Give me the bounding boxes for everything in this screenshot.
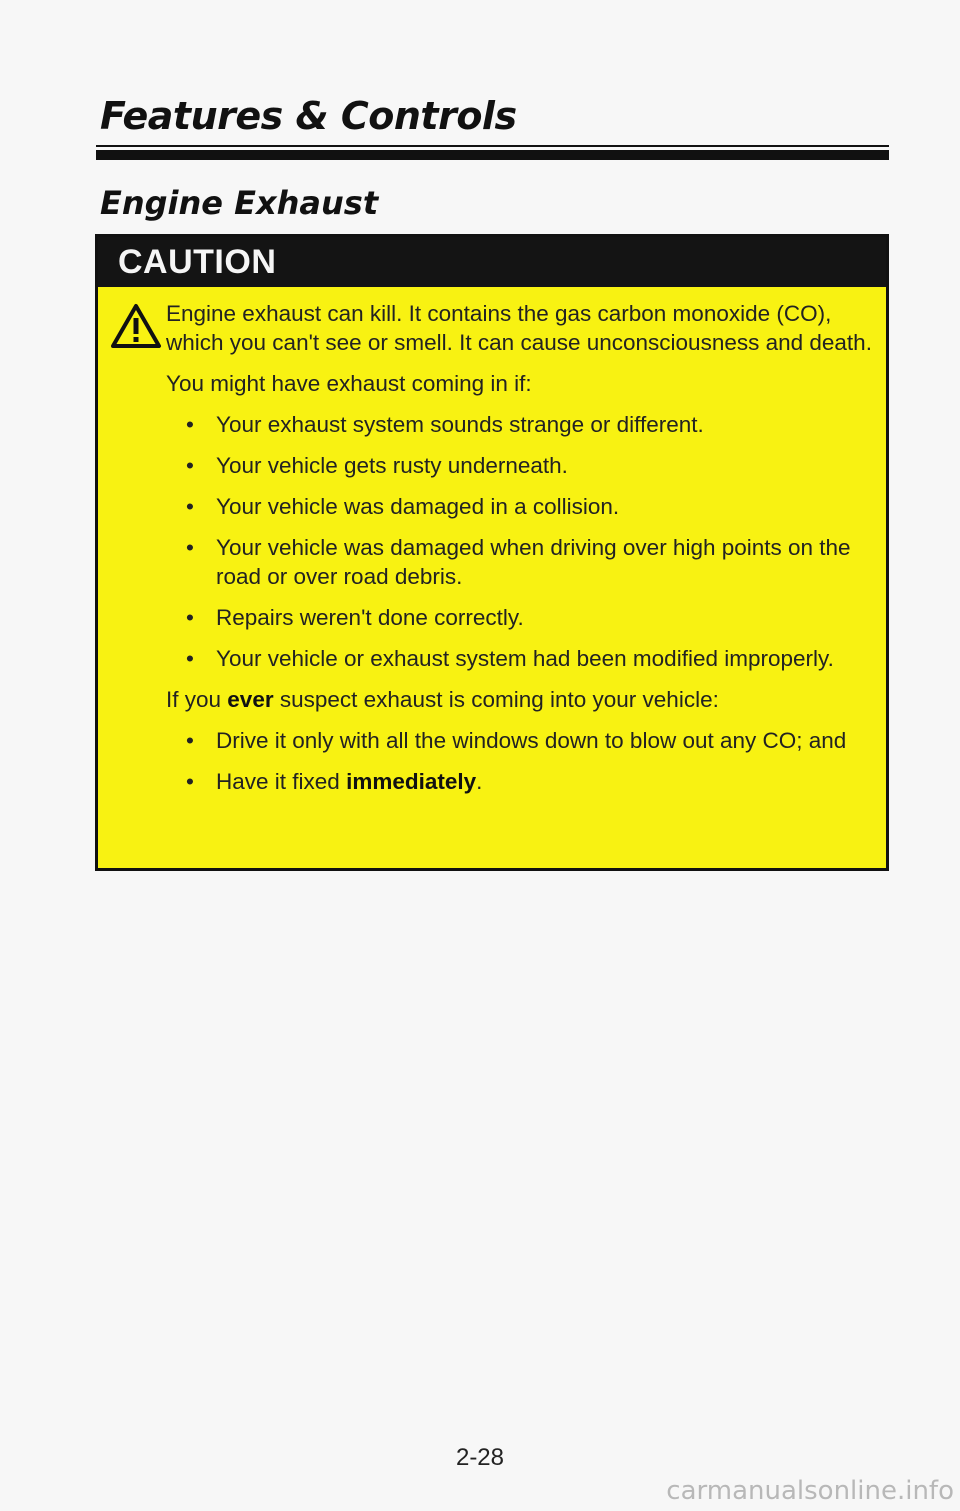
action-list: [166, 726, 876, 796]
suspect-prefix: If you: [166, 687, 222, 712]
section-title: Features & Controls: [100, 94, 517, 138]
action-2-prefix: Have it fixed: [216, 769, 340, 794]
cause-item: • Repairs weren't done correctly.: [166, 603, 876, 632]
header-rule-thick: [96, 150, 889, 160]
page-number: 2-28: [455, 1444, 505, 1471]
warning-triangle-icon: [110, 303, 162, 349]
caution-intro: Engine exhaust can kill. It contains the gas carbon monoxide (CO), which you can't see or smell. It can cause unconsciousness and death.: [166, 301, 872, 355]
caution-box: [95, 234, 889, 871]
suspect-suffix: suspect exhaust is coming into your vehicle:: [279, 687, 719, 712]
cause-list: [166, 410, 876, 673]
page-heading: Engine Exhaust: [100, 184, 379, 222]
header-rule-thin: [96, 145, 889, 147]
cause-item: • Your vehicle was damaged in a collision.: [166, 492, 876, 521]
cause-item: • Your vehicle or exhaust system had been modified improperly.: [166, 644, 876, 673]
action-item: [166, 767, 876, 796]
cause-item: • Your exhaust system sounds strange or different.: [166, 410, 876, 439]
action-2-emphasis: immediately: [346, 769, 477, 794]
action-2-suffix: .: [476, 769, 483, 794]
watermark: carmanualsonline.info: [666, 1476, 954, 1506]
action-item: • Drive it only with all the windows down to blow out any CO; and: [166, 726, 876, 755]
suspect-line: [166, 685, 876, 714]
caution-list-intro: You might have exhaust coming in if:: [166, 371, 532, 396]
caution-header: CAUTION: [98, 237, 886, 287]
cause-item: • Your vehicle was damaged when driving over high points on the road or over road debris.: [166, 533, 876, 591]
cause-item: • Your vehicle gets rusty underneath.: [166, 451, 876, 480]
suspect-emphasis: ever: [227, 687, 274, 712]
caution-body: [166, 299, 876, 808]
